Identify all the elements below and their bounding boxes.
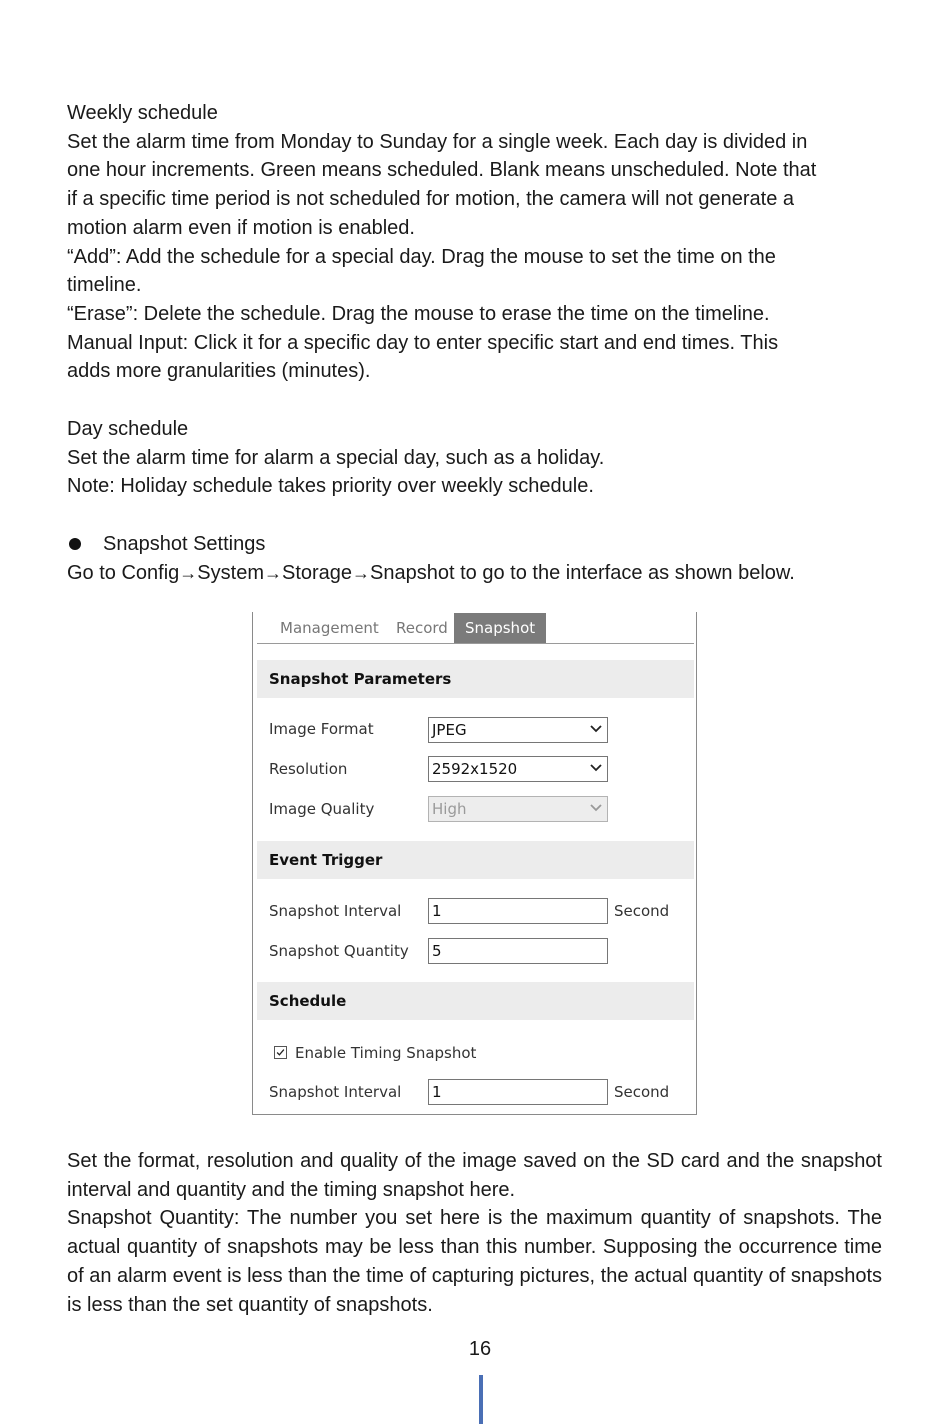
weekly-line: if a specific time period is not scheduled for motion, the camera will not generate a xyxy=(67,188,795,211)
snapshot-settings-screenshot xyxy=(252,612,697,1115)
weekly-line: one hour increments. Green means scheduled. Blank means unscheduled. Note that xyxy=(67,159,817,182)
nav-system: System xyxy=(197,561,264,584)
image-format-select[interactable] xyxy=(428,717,608,743)
nav-suffix: to go to the interface as shown below. xyxy=(454,561,795,584)
nav-snapshot: Snapshot xyxy=(370,561,455,584)
schedule-interval-unit: Second xyxy=(614,1083,670,1101)
chevron-down-icon xyxy=(590,802,602,814)
chevron-down-icon xyxy=(590,762,602,774)
page-accent-bar xyxy=(479,1375,483,1424)
schedule-header: Schedule xyxy=(257,982,694,1020)
tab-management[interactable]: Management xyxy=(280,619,379,637)
manual-input-description-cont: adds more granularities (minutes). xyxy=(67,360,371,383)
snapshot-description xyxy=(67,1147,882,1319)
snapshot-description-para: Set the format, resolution and quality of the image saved on the SD card and the snapshot interval and quantity and the timing snapshot here. xyxy=(67,1150,882,1201)
weekly-schedule-heading: Weekly schedule xyxy=(67,102,218,124)
chevron-down-icon xyxy=(590,723,602,735)
day-schedule-section xyxy=(67,415,882,501)
snapshot-interval-unit: Second xyxy=(614,902,670,920)
day-schedule-heading: Day schedule xyxy=(67,418,189,440)
add-description: “Add”: Add the schedule for a special day. Drag the mouse to set the time on the xyxy=(67,245,776,268)
resolution-value: 2592x1520 xyxy=(432,760,518,778)
arrow-right-icon: → xyxy=(352,562,371,583)
resolution-select[interactable] xyxy=(428,756,608,782)
snapshot-quantity-description: Snapshot Quantity: The number you set here is the maximum quantity of snapshots. The actual quantity of snapshots may be less than this number. Supposing the occurrence time of an alarm event is less than the time of capturing pictures, the actual quantity of snapshots is less than the set quantity of snapshots. xyxy=(67,1207,882,1316)
enable-timing-snapshot-label: Enable Timing Snapshot xyxy=(295,1044,477,1062)
arrow-right-icon: → xyxy=(179,562,198,583)
image-format-label: Image Format xyxy=(269,720,374,738)
snapshot-parameters-header: Snapshot Parameters xyxy=(257,660,694,698)
erase-description: “Erase”: Delete the schedule. Drag the mouse to erase the time on the timeline. xyxy=(67,302,770,325)
resolution-label: Resolution xyxy=(269,760,348,778)
snapshot-quantity-label: Snapshot Quantity xyxy=(269,942,409,960)
schedule-interval-input[interactable]: 1 xyxy=(428,1079,608,1105)
event-trigger-header: Event Trigger xyxy=(257,841,694,879)
manual-input-description: Manual Input: Click it for a specific day to enter specific start and end times. This xyxy=(67,331,779,354)
snapshot-settings-intro xyxy=(67,530,882,587)
enable-timing-snapshot-checkbox[interactable] xyxy=(274,1046,287,1059)
weekly-line: Set the alarm time from Monday to Sunday for a single week. Each day is divided in xyxy=(67,130,808,153)
image-quality-select xyxy=(428,796,608,822)
holiday-note: Note: Holiday schedule takes priority over weekly schedule. xyxy=(67,475,594,498)
snapshot-interval-input[interactable]: 1 xyxy=(428,898,608,924)
day-line: Set the alarm time for alarm a special day, such as a holiday. xyxy=(67,446,605,469)
add-description-cont: timeline. xyxy=(67,274,142,297)
page-number: 16 xyxy=(468,1338,492,1360)
snapshot-settings-bullet xyxy=(67,530,882,559)
image-format-value: JPEG xyxy=(432,721,467,739)
weekly-line: motion alarm even if motion is enabled. xyxy=(67,216,415,239)
snapshot-quantity-input[interactable]: 5 xyxy=(428,938,608,964)
nav-config: Go to Config xyxy=(67,561,180,584)
schedule-interval-label: Snapshot Interval xyxy=(269,1083,402,1101)
tab-bar xyxy=(257,612,694,644)
image-quality-value: High xyxy=(432,800,467,818)
nav-storage: Storage xyxy=(281,561,353,584)
image-quality-label: Image Quality xyxy=(269,800,375,818)
tab-record[interactable]: Record xyxy=(396,619,448,637)
snapshot-interval-label: Snapshot Interval xyxy=(269,902,402,920)
arrow-right-icon: → xyxy=(263,562,282,583)
navigation-path xyxy=(67,559,882,588)
check-icon xyxy=(275,1047,286,1058)
bullet-icon xyxy=(69,538,81,550)
tab-snapshot[interactable]: Snapshot xyxy=(454,613,546,643)
snapshot-settings-title: Snapshot Settings xyxy=(103,533,266,555)
weekly-schedule-section xyxy=(67,99,882,386)
